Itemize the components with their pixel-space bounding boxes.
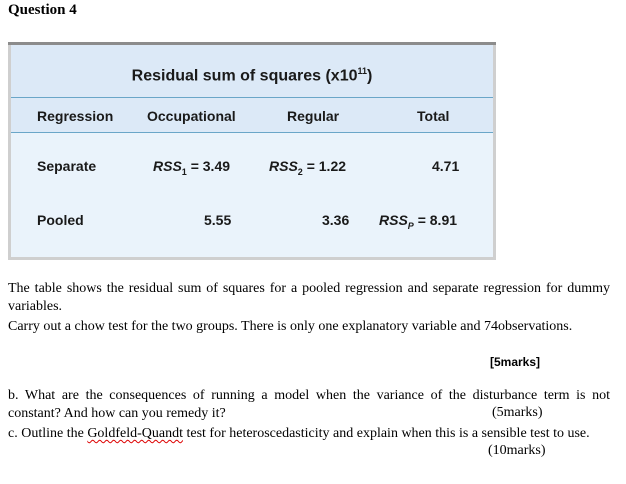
row-pooled-total: $RSS_P = 8.91$ [379, 212, 458, 231]
row-separate-total: 4.71 [432, 158, 460, 174]
row-separate-label: Separate [37, 158, 97, 174]
header-regular: Regular [287, 108, 340, 124]
rss-table [8, 42, 496, 260]
marks-part-b: (5marks) [492, 405, 543, 420]
row-separate-occupational: $RSS_1 = 3.49$ [153, 158, 231, 177]
marks-part-c: (10marks) [488, 443, 546, 458]
rss-table-body [11, 45, 493, 257]
row-pooled-regular: 3.36 [322, 212, 350, 228]
table-title: Residual sum of squares $(x10^{11})$ [131, 66, 373, 85]
row-pooled-label: Pooled [37, 212, 84, 228]
table-title-band [11, 45, 493, 98]
question-heading: Question 4 [8, 2, 77, 18]
header-total: Total [417, 108, 450, 124]
paragraph-part-b: b. What are the consequences of running a model when the variance of the disturbance term is not constant? And how can you remedy it? [8, 388, 610, 421]
table-header-row [11, 98, 493, 133]
row-separate-regular: $RSS_2 = 1.22$ [269, 158, 347, 177]
paragraph-intro: The table shows the residual sum of squares for a pooled regression and separate regression for dummy variables. [8, 281, 610, 314]
paragraph-part-c: c. Outline the Goldfeld-Quandt test for heteroscedasticity and explain when this is a sensible test to use. [8, 426, 590, 441]
goldfeld-quandt-term: Goldfeld-Quandt [87, 426, 183, 441]
table-title-exponent: 11 [357, 66, 368, 76]
marks-part-a: [5marks] [490, 355, 541, 369]
header-occupational: Occupational [147, 108, 236, 124]
paragraph-chow-test: Carry out a chow test for the two groups. There is only one explanatory variable and 74observations. [8, 319, 573, 334]
row-pooled-occupational: 5.55 [204, 212, 232, 228]
header-regression: Regression [37, 108, 114, 124]
